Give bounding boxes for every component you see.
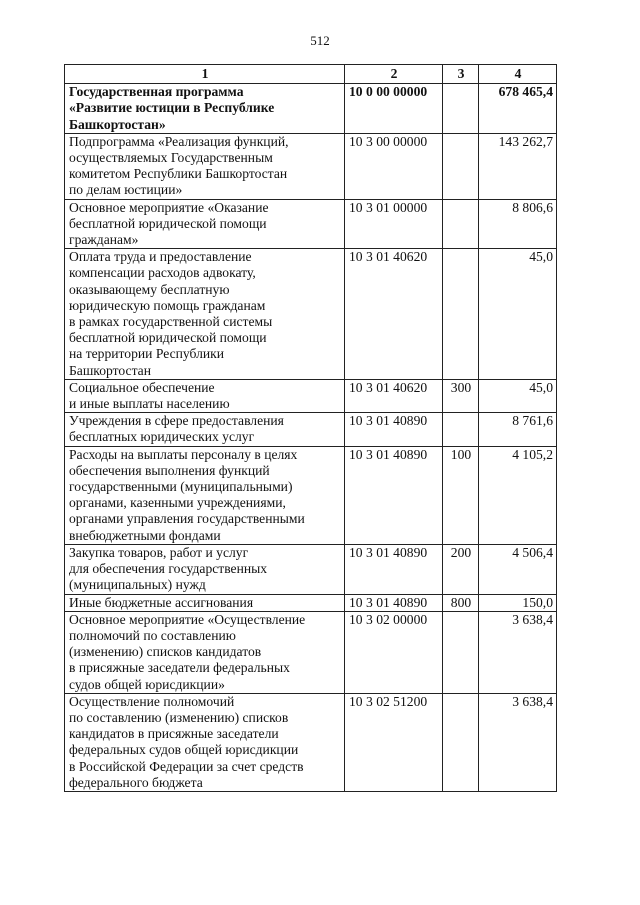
row-kind-cell (443, 249, 479, 380)
row-kind-cell (443, 611, 479, 693)
row-code-cell: 10 3 01 40890 (345, 413, 443, 446)
table-row (65, 544, 557, 594)
table-row (65, 379, 557, 412)
column-header-amount: 4 (479, 65, 557, 84)
row-code-cell: 10 3 02 51200 (345, 693, 443, 791)
table-row (65, 84, 557, 134)
table-row (65, 611, 557, 693)
row-kind-cell (443, 84, 479, 134)
row-kind-cell (443, 199, 479, 249)
row-code-cell: 10 3 02 00000 (345, 611, 443, 693)
row-code-cell: 10 3 01 40890 (345, 446, 443, 544)
row-kind-cell (443, 133, 479, 199)
row-name-cell: Оплата труда и предоставление компенсации расходов адвокату, оказывающему бесплатную юридическую помощь гражданам в рамках государственной системы бесплатной юридической помощи на территории Республики Башкортостан (65, 249, 345, 380)
row-name-cell: Подпрограмма «Реализация функций, осуществляемых Государственным комитетом Республики Башкортостан по делам юстиции» (65, 133, 345, 199)
row-amount-cell: 8 806,6 (479, 199, 557, 249)
row-code-cell: 10 3 01 40890 (345, 594, 443, 611)
row-code-cell: 10 3 01 40890 (345, 544, 443, 594)
row-name-cell: Социальное обеспечение и иные выплаты населению (65, 379, 345, 412)
row-kind-cell (443, 413, 479, 446)
row-amount-cell: 4 105,2 (479, 446, 557, 544)
row-kind-cell: 800 (443, 594, 479, 611)
table-row (65, 249, 557, 380)
row-amount-cell: 150,0 (479, 594, 557, 611)
column-header-kind: 3 (443, 65, 479, 84)
row-name-cell: Закупка товаров, работ и услуг для обеспечения государственных (муниципальных) нужд (65, 544, 345, 594)
table-row (65, 413, 557, 446)
table-header-row (65, 65, 557, 84)
table-row (65, 594, 557, 611)
table-row (65, 693, 557, 791)
row-code-cell: 10 3 01 40620 (345, 379, 443, 412)
row-name-cell: Осуществление полномочий по составлению (изменению) списков кандидатов в присяжные заседатели федеральных судов общей юрисдикции в Российской Федерации за счет средств федерального бюджета (65, 693, 345, 791)
table-body (65, 84, 557, 792)
column-header-code: 2 (345, 65, 443, 84)
table-row (65, 199, 557, 249)
row-amount-cell: 4 506,4 (479, 544, 557, 594)
table-row (65, 133, 557, 199)
row-name-cell: Иные бюджетные ассигнования (65, 594, 345, 611)
table-row (65, 446, 557, 544)
page-number: 512 (310, 33, 330, 48)
row-amount-cell: 678 465,4 (479, 84, 557, 134)
column-header-name: 1 (65, 65, 345, 84)
row-code-cell: 10 3 01 00000 (345, 199, 443, 249)
row-name-cell: Основное мероприятие «Осуществление полномочий по составлению (изменению) списков кандидатов в присяжные заседатели федеральных судов общей юрисдикции» (65, 611, 345, 693)
row-kind-cell: 300 (443, 379, 479, 412)
row-amount-cell: 45,0 (479, 249, 557, 380)
row-kind-cell (443, 693, 479, 791)
row-kind-cell: 200 (443, 544, 479, 594)
row-amount-cell: 45,0 (479, 379, 557, 412)
row-code-cell: 10 0 00 00000 (345, 84, 443, 134)
row-name-cell: Учреждения в сфере предоставления бесплатных юридических услуг (65, 413, 345, 446)
row-amount-cell: 8 761,6 (479, 413, 557, 446)
row-amount-cell: 3 638,4 (479, 611, 557, 693)
row-code-cell: 10 3 00 00000 (345, 133, 443, 199)
budget-table (64, 64, 557, 792)
row-name-cell: Основное мероприятие «Оказание бесплатной юридической помощи гражданам» (65, 199, 345, 249)
row-amount-cell: 143 262,7 (479, 133, 557, 199)
row-kind-cell: 100 (443, 446, 479, 544)
row-name-cell: Расходы на выплаты персоналу в целях обеспечения выполнения функций государственными (муниципальными) органами, казенными учреждениями, органами управления государственными внебюджетными фондами (65, 446, 345, 544)
row-amount-cell: 3 638,4 (479, 693, 557, 791)
row-name-cell: Государственная программа «Развитие юстиции в Республике Башкортостан» (65, 84, 345, 134)
row-code-cell: 10 3 01 40620 (345, 249, 443, 380)
